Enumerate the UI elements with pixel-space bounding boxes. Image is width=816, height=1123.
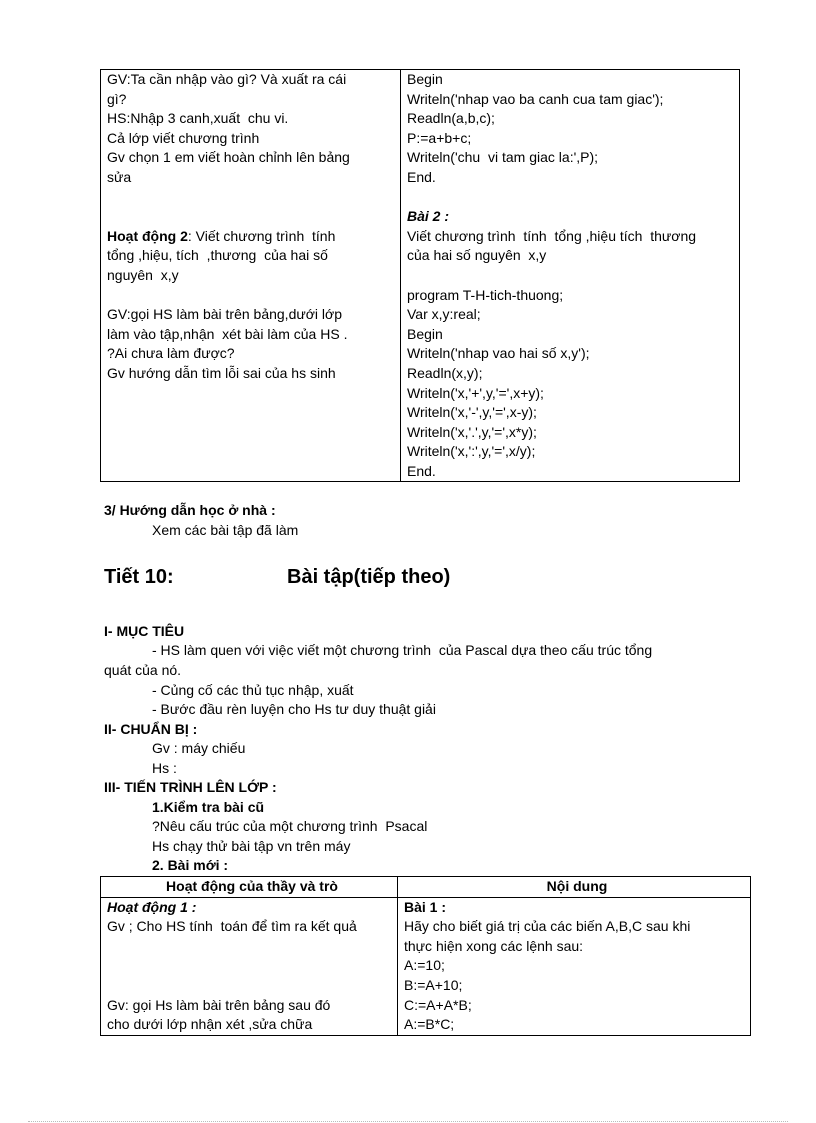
code-line: Writeln('x,'-',y,'=',x-y); xyxy=(407,404,537,421)
text-line: Gv hướng dẫn tìm lỗi sai của hs sinh xyxy=(107,364,336,381)
text-line: GV:Ta cần nhập vào gì? Và xuất ra cái xyxy=(107,71,347,87)
text-line: gì? xyxy=(107,90,127,107)
text-line: GV:gọi HS làm bài trên bảng,dưới lớp xyxy=(107,306,342,323)
prep-hs: Hs : xyxy=(152,760,177,776)
activity-2-text: : Viết chương trình tính xyxy=(187,227,336,244)
review-line: ?Nêu cấu trúc của một chương trình Psacal xyxy=(152,818,428,834)
text-line: HS:Nhập 3 canh,xuất chu vi. xyxy=(107,110,289,127)
lesson-table-1 xyxy=(100,69,740,482)
table-header-row xyxy=(101,877,751,898)
code-line: A:=10; xyxy=(404,957,445,974)
code-line: Writeln('chu vi tam giac la:',P); xyxy=(407,149,599,166)
code-line: Var x,y:real; xyxy=(407,306,481,323)
prep-gv: Gv : máy chiếu xyxy=(152,740,246,756)
code-line: A:=B*C; xyxy=(404,1016,455,1033)
column-header-activity: Hoạt động của thầy và trò xyxy=(101,877,398,898)
lesson-number: Tiết 10: xyxy=(104,566,174,588)
lesson-table-2 xyxy=(100,876,751,1036)
objective-item: - HS làm quen với việc viết một chương trình của Pascal dựa theo cấu trúc tổng xyxy=(152,642,653,658)
code-line: C:=A+A*B; xyxy=(404,996,472,1013)
column-header-content: Nội dung xyxy=(398,877,751,898)
section-3-sub-2: 2. Bài mới : xyxy=(152,857,229,873)
text-line: Cả lớp viết chương trình xyxy=(107,129,260,146)
table1-left-cell xyxy=(101,70,401,482)
text-line: Hãy cho biết giá trị của các biến A,B,C sau khi xyxy=(404,918,691,935)
table2-right-cell xyxy=(398,897,751,1035)
objective-item-cont: quát của nó. xyxy=(104,662,182,678)
text-line: làm vào tập,nhận xét bài làm của HS . xyxy=(107,325,348,342)
table1-right-cell xyxy=(401,70,740,482)
homework-text: Xem các bài tập đã làm xyxy=(152,522,299,538)
exercise-2-title: Bài 2 : xyxy=(407,208,450,225)
code-line: Writeln('x,'.',y,'=',x*y); xyxy=(407,423,537,440)
section-2-heading: II- CHUẨN BỊ : xyxy=(104,721,198,737)
code-line: Begin xyxy=(407,325,443,342)
text-line: sửa xyxy=(107,168,132,185)
code-line: End. xyxy=(407,462,436,479)
text-line: Viết chương trình tính tổng ,hiệu tích thương xyxy=(407,227,697,244)
code-line: Readln(x,y); xyxy=(407,364,483,381)
text-line: cho dưới lớp nhận xét ,sửa chữa xyxy=(107,1016,313,1033)
objective-item: - Củng cố các thủ tục nhập, xuất xyxy=(152,682,354,698)
code-line: Writeln('x,':',y,'=',x/y); xyxy=(407,443,536,460)
objective-item: - Bước đầu rèn luyện cho Hs tư duy thuật giải xyxy=(152,701,436,717)
table-row xyxy=(101,897,751,1035)
section-1-heading: I- MỤC TIÊU xyxy=(104,623,185,639)
code-line: P:=a+b+c; xyxy=(407,129,472,146)
table2-left-cell xyxy=(101,897,398,1035)
code-line: program T-H-tich-thuong; xyxy=(407,286,564,303)
code-line: B:=A+10; xyxy=(404,976,463,993)
section-3-sub-1: 1.Kiểm tra bài cũ xyxy=(152,799,265,815)
text-line: ?Ai chưa làm được? xyxy=(107,345,235,362)
activity-2-heading xyxy=(107,227,400,247)
code-line: Writeln('x,'+',y,'=',x+y); xyxy=(407,384,544,401)
activity-1-title: Hoạt động 1 : xyxy=(107,898,197,915)
text-line: Gv chọn 1 em viết hoàn chỉnh lên bảng xyxy=(107,149,350,166)
code-line: Writeln('nhap vao ba canh cua tam giac'); xyxy=(407,90,664,107)
text-line: Gv ; Cho HS tính toán để tìm ra kết quả xyxy=(107,918,357,935)
text-line: nguyên x,y xyxy=(107,266,179,283)
text-line: của hai số nguyên x,y xyxy=(407,247,547,264)
code-line: Readln(a,b,c); xyxy=(407,110,495,127)
code-line: Writeln('nhap vao hai số x,y'); xyxy=(407,345,590,362)
text-line: Gv: gọi Hs làm bài trên bảng sau đó xyxy=(107,996,331,1013)
homework-title: 3/ Hướng dẫn học ở nhà : xyxy=(104,502,276,518)
activity-2-label: Hoạt động 2 xyxy=(107,227,188,244)
review-line: Hs chạy thử bài tập vn trên máy xyxy=(152,838,351,854)
text-line: thực hiện xong các lệnh sau: xyxy=(404,937,584,954)
table-row xyxy=(101,70,740,482)
lesson-title: Bài tập(tiếp theo) xyxy=(287,566,451,588)
code-line: Begin xyxy=(407,71,443,87)
page-bottom-divider xyxy=(28,1121,788,1122)
code-line: End. xyxy=(407,168,436,185)
text-line: tổng ,hiệu, tích ,thương của hai số xyxy=(107,247,328,264)
section-3-heading: III- TIẾN TRÌNH LÊN LỚP : xyxy=(104,779,277,795)
exercise-1-title: Bài 1 : xyxy=(404,898,447,915)
